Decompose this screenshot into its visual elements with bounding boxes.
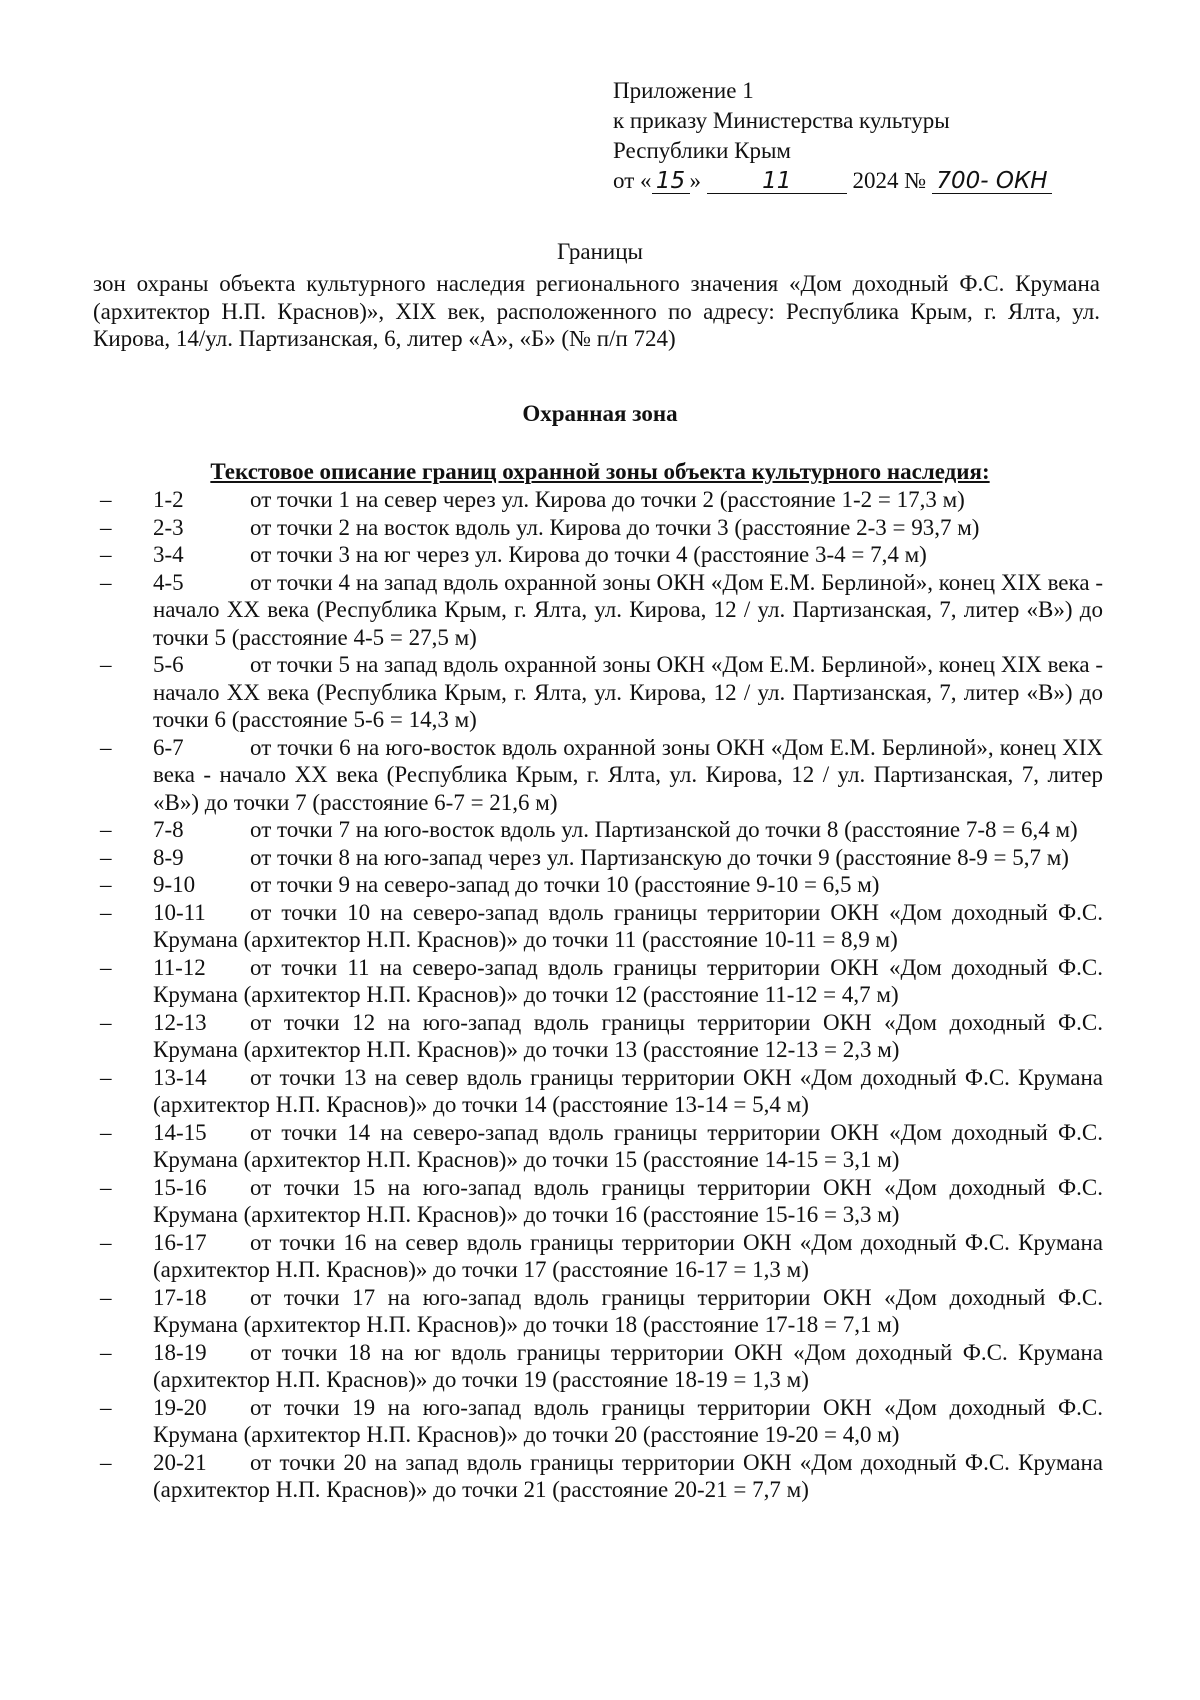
- list-dash: –: [100, 954, 112, 980]
- zone-title: Охранная зона: [522, 401, 678, 426]
- list-item: [100, 1009, 1103, 1064]
- list-item: [100, 1174, 1103, 1229]
- segment-body: [153, 1119, 1103, 1174]
- segment-body: [153, 1229, 1103, 1284]
- segment-body: [153, 954, 1103, 1009]
- segment-text: от точки 8 на юго-запад через ул. Партизанскую до точки 9 (расстояние 8-9 = 5,7 м): [250, 844, 1069, 870]
- segment-text: от точки 2 на восток вдоль ул. Кирова до точки 3 (расстояние 2-3 = 93,7 м): [250, 514, 980, 540]
- segment-id: 2-3: [153, 514, 184, 540]
- description-title: Текстовое описание границ охранной зоны объекта культурного наследия:: [210, 459, 990, 484]
- list-dash: –: [100, 1119, 112, 1145]
- order-number: 700- ОКН: [932, 169, 1052, 194]
- segment-body: [153, 651, 1103, 734]
- segment-body: [153, 899, 1103, 954]
- list-item: [100, 1119, 1103, 1174]
- segment-body: [153, 816, 1103, 844]
- segment-id: 12-13: [153, 1009, 207, 1035]
- segment-body: [153, 1174, 1103, 1229]
- segment-body: [153, 514, 1103, 542]
- segment-body: [153, 871, 1103, 899]
- segment-text: от точки 17 на юго-запад вдоль границы территории ОКН «Дом доходный Ф.С. Крумана (архитектор Н.П. Краснов)» до точки 18 (расстояние 17-18 = 7,1 м): [153, 1284, 1103, 1337]
- segment-body: [153, 569, 1103, 652]
- segment-text: от точки 10 на северо-запад вдоль границы территории ОКН «Дом доходный Ф.С. Крумана (архитектор Н.П. Краснов)» до точки 11 (расстояние 10-11 = 8,9 м): [153, 899, 1103, 952]
- segment-id: 8-9: [153, 844, 184, 870]
- segment-id: 4-5: [153, 569, 184, 595]
- segment-body: [153, 486, 1103, 514]
- appendix-republic: Республики Крым: [613, 138, 791, 163]
- segment-id: 10-11: [153, 899, 206, 925]
- list-dash: –: [100, 1284, 112, 1310]
- list-dash: –: [100, 1394, 112, 1420]
- segment-text: от точки 14 на северо-запад вдоль границы территории ОКН «Дом доходный Ф.С. Крумана (архитектор Н.П. Краснов)» до точки 15 (расстояние 14-15 = 3,1 м): [153, 1119, 1103, 1172]
- segment-id: 1-2: [153, 487, 184, 512]
- list-item: [100, 734, 1103, 817]
- segment-id: 6-7: [153, 734, 184, 760]
- segment-text: от точки 1 на север через ул. Кирова до точки 2 (расстояние 1-2 = 17,3 м): [250, 487, 965, 512]
- segment-body: [153, 1449, 1103, 1504]
- list-dash: –: [100, 872, 112, 897]
- list-dash: –: [100, 542, 112, 567]
- appendix-block: [613, 76, 1153, 196]
- year-and-number-label: 2024 №: [852, 168, 927, 193]
- list-dash: –: [100, 1009, 112, 1035]
- segment-id: 16-17: [153, 1229, 207, 1255]
- list-item: [100, 1394, 1103, 1449]
- list-item: [100, 899, 1103, 954]
- list-item: [100, 541, 1103, 569]
- segment-text: от точки 4 на запад вдоль охранной зоны ОКН «Дом Е.М. Берлиной», конец XIX века - начало XX века (Республика Крым, г. Ялта, ул. Кирова, 12 / ул. Партизанская, 7, литер «В») до точки 5 (расстояние 4-5 = 27,5 м): [153, 569, 1103, 650]
- segment-body: [153, 844, 1103, 872]
- segment-text: от точки 19 на юго-запад вдоль границы территории ОКН «Дом доходный Ф.С. Крумана (архитектор Н.П. Краснов)» до точки 20 (расстояние 19-20 = 4,0 м): [153, 1394, 1103, 1447]
- segment-list: [100, 486, 1103, 1504]
- subject-paragraph: зон охраны объекта культурного наследия регионального значения «Дом доходный Ф.С. Крумана (архитектор Н.П. Краснов)», XIX век, расположенного по адресу: Республика Крым, г. Ялта, ул. Кирова, 14/ул. Партизанская, 6, литер «А», «Б» (№ п/п 724): [93, 271, 1100, 351]
- list-item: [100, 844, 1103, 872]
- list-dash: –: [100, 844, 112, 870]
- page-title: Границы: [557, 239, 643, 264]
- list-dash: –: [100, 1449, 112, 1475]
- segment-text: от точки 6 на юго-восток вдоль охранной зоны ОКН «Дом Е.М. Берлиной», конец XIX века - начало XX века (Республика Крым, г. Ялта, ул. Кирова, 12 / ул. Партизанская, 7, литер «В») до точки 7 (расстояние 6-7 = 21,6 м): [153, 734, 1103, 815]
- appendix-number: Приложение 1: [613, 78, 754, 103]
- list-item: [100, 1064, 1103, 1119]
- list-dash: –: [100, 899, 112, 925]
- segment-id: 11-12: [153, 954, 206, 980]
- list-dash: –: [100, 817, 112, 842]
- segment-text: от точки 16 на север вдоль границы территории ОКН «Дом доходный Ф.С. Крумана (архитектор Н.П. Краснов)» до точки 17 (расстояние 16-17 = 1,3 м): [153, 1229, 1103, 1282]
- segment-text: от точки 11 на северо-запад вдоль границы территории ОКН «Дом доходный Ф.С. Крумана (архитектор Н.П. Краснов)» до точки 12 (расстояние 11-12 = 4,7 м): [153, 954, 1103, 1007]
- segment-id: 15-16: [153, 1174, 207, 1200]
- segment-id: 5-6: [153, 652, 184, 677]
- segment-id: 14-15: [153, 1119, 207, 1145]
- list-item: [100, 1229, 1103, 1284]
- segment-body: [153, 1339, 1103, 1394]
- list-item: [100, 816, 1103, 844]
- segment-text: от точки 5 на запад вдоль охранной зоны ОКН «Дом Е.М. Берлиной», конец XIX века - начало XX века (Республика Крым, г. Ялта, ул. Кирова, 12 / ул. Партизанская, 7, литер «В») до точки 6 (расстояние 5-6 = 14,3 м): [153, 652, 1103, 732]
- segment-body: [153, 1064, 1103, 1119]
- date-month: 11: [707, 169, 847, 194]
- list-dash: –: [100, 487, 112, 512]
- segment-id: 17-18: [153, 1284, 207, 1310]
- segment-text: от точки 20 на запад вдоль границы территории ОКН «Дом доходный Ф.С. Крумана (архитектор Н.П. Краснов)» до точки 21 (расстояние 20-21 = 7,7 м): [153, 1449, 1103, 1502]
- list-item: [100, 486, 1103, 514]
- segment-text: от точки 3 на юг через ул. Кирова до точки 4 (расстояние 3-4 = 7,4 м): [250, 542, 927, 567]
- segment-body: [153, 1009, 1103, 1064]
- list-dash: –: [100, 652, 112, 677]
- appendix-date-line: [613, 166, 1153, 196]
- segment-id: 7-8: [153, 817, 184, 842]
- list-dash: –: [100, 1339, 112, 1365]
- list-dash: –: [100, 1064, 112, 1090]
- date-prefix: от «: [613, 168, 652, 193]
- list-dash: –: [100, 1229, 112, 1255]
- date-day: 15: [652, 169, 690, 194]
- list-item: [100, 569, 1103, 652]
- segment-body: [153, 541, 1103, 569]
- segment-text: от точки 13 на север вдоль границы территории ОКН «Дом доходный Ф.С. Крумана (архитектор Н.П. Краснов)» до точки 14 (расстояние 13-14 = 5,4 м): [153, 1064, 1103, 1117]
- list-item: [100, 954, 1103, 1009]
- list-dash: –: [100, 569, 112, 595]
- list-dash: –: [100, 734, 112, 760]
- segment-text: от точки 9 на северо-запад до точки 10 (расстояние 9-10 = 6,5 м): [250, 872, 880, 897]
- list-item: [100, 651, 1103, 734]
- segment-text: от точки 15 на юго-запад вдоль границы территории ОКН «Дом доходный Ф.С. Крумана (архитектор Н.П. Краснов)» до точки 16 (расстояние 15-16 = 3,3 м): [153, 1174, 1103, 1227]
- date-mid: »: [689, 168, 701, 193]
- list-item: [100, 871, 1103, 899]
- segment-text: от точки 18 на юг вдоль границы территории ОКН «Дом доходный Ф.С. Крумана (архитектор Н.П. Краснов)» до точки 19 (расстояние 18-19 = 1,3 м): [153, 1339, 1103, 1392]
- segment-id: 9-10: [153, 872, 196, 897]
- list-item: [100, 1284, 1103, 1339]
- list-item: [100, 1449, 1103, 1504]
- segment-text: от точки 12 на юго-запад вдоль границы территории ОКН «Дом доходный Ф.С. Крумана (архитектор Н.П. Краснов)» до точки 13 (расстояние 12-13 = 2,3 м): [153, 1009, 1103, 1062]
- list-dash: –: [100, 514, 112, 540]
- segment-body: [153, 1394, 1103, 1449]
- segment-id: 20-21: [153, 1449, 207, 1475]
- segment-text: от точки 7 на юго-восток вдоль ул. Партизанской до точки 8 (расстояние 7-8 = 6,4 м): [250, 817, 1078, 842]
- segment-id: 3-4: [153, 542, 184, 567]
- segment-id: 19-20: [153, 1394, 207, 1420]
- list-item: [100, 514, 1103, 542]
- segment-id: 18-19: [153, 1339, 207, 1365]
- segment-id: 13-14: [153, 1064, 207, 1090]
- list-item: [100, 1339, 1103, 1394]
- segment-body: [153, 1284, 1103, 1339]
- segment-body: [153, 734, 1103, 817]
- appendix-order-ref: к приказу Министерства культуры: [613, 108, 950, 133]
- list-dash: –: [100, 1174, 112, 1200]
